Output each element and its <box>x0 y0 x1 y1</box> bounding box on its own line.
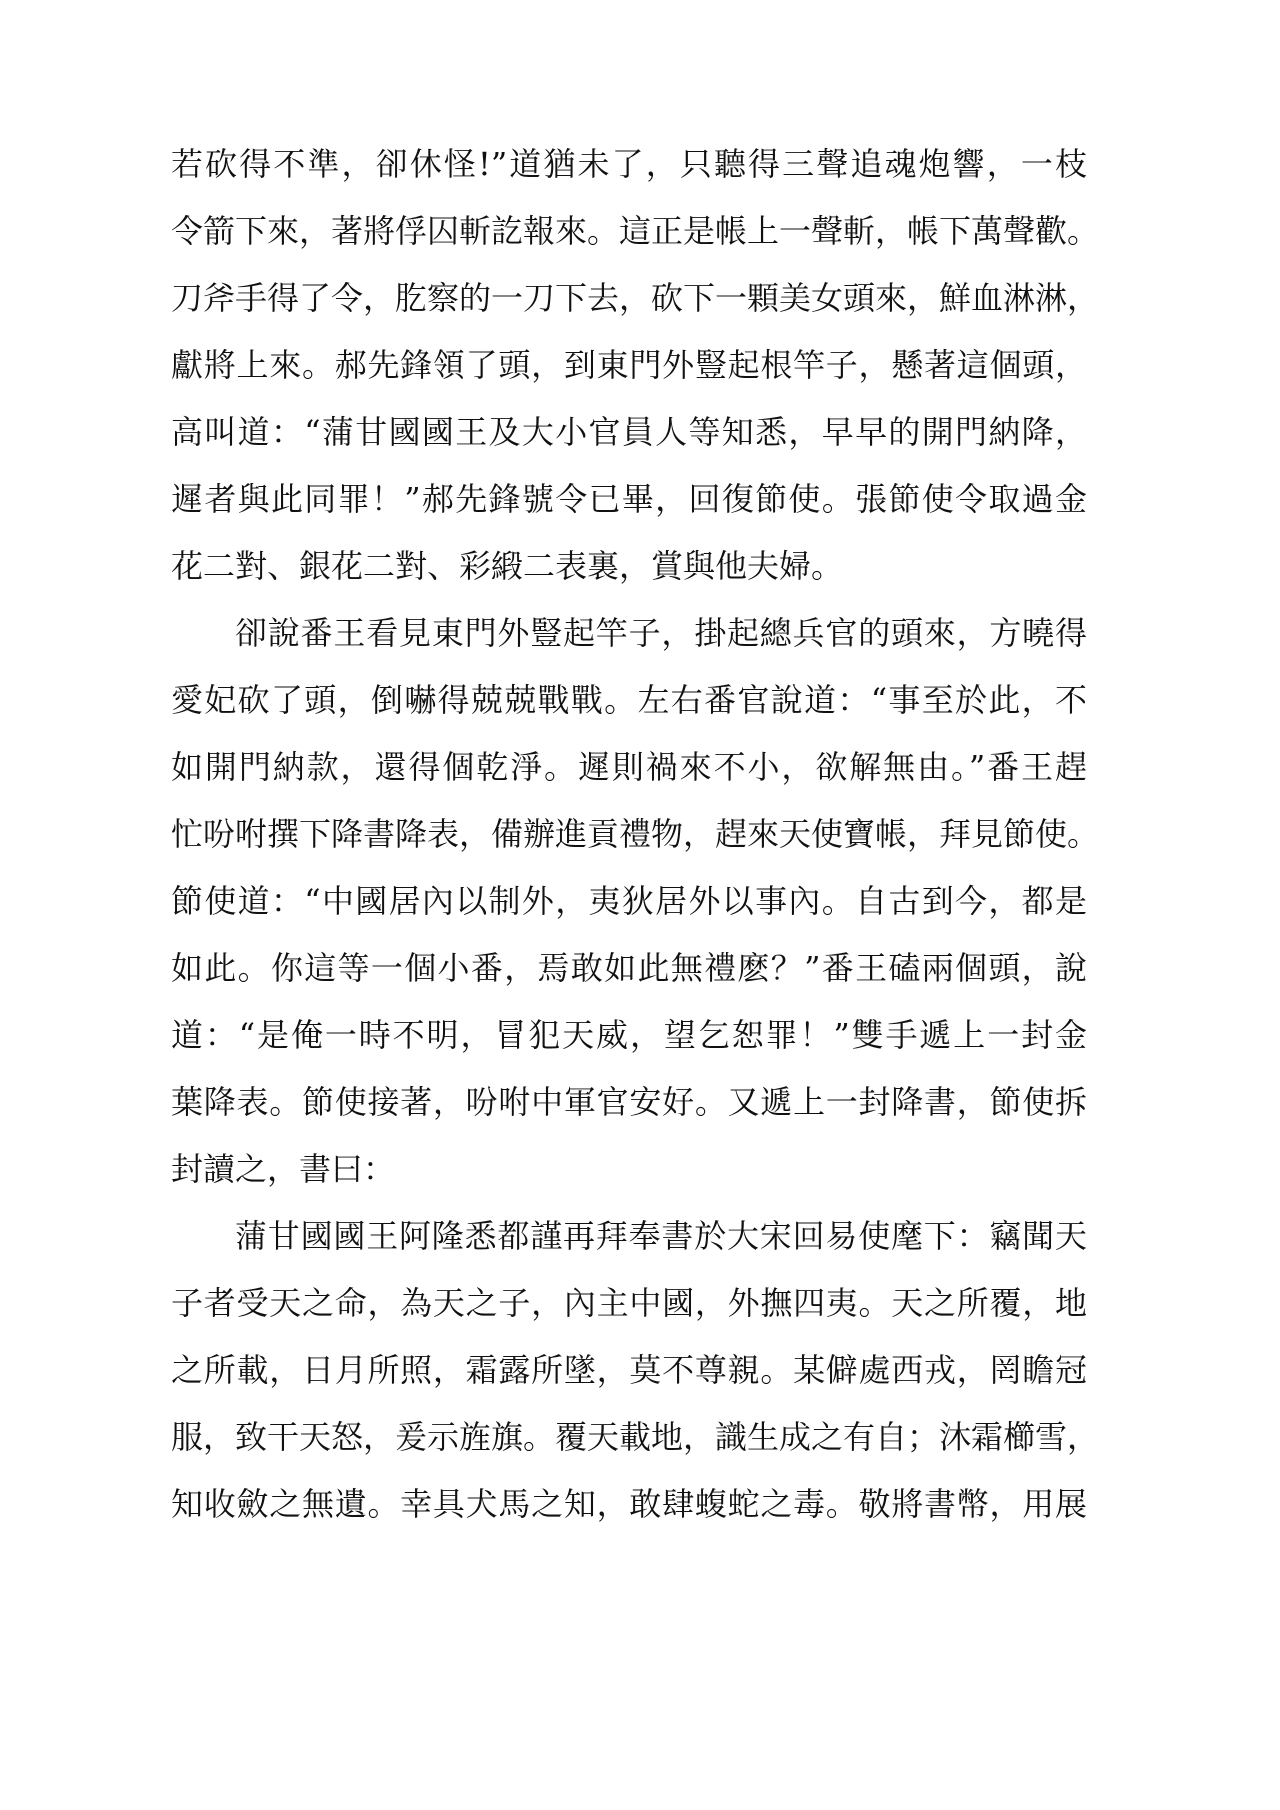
text-line: 花二對、銀花二對、彩緞二表裏，賞與他夫婦。 <box>171 547 844 585</box>
text-line: 如開門納款，還得個乾淨。遲則禍來不小，欲解無由。”番王趕 <box>171 748 1087 786</box>
text-block <box>171 131 1100 1538</box>
text-line: 之所載，日月所照，霜露所墜，莫不尊親。某僻處西戎，罔瞻冠 <box>171 1351 1087 1389</box>
text-line: 忙吩咐撰下降書降表，備辦進貢禮物，趕來天使寶帳，拜見節使。 <box>171 815 1100 853</box>
text-line: 道：“是俺一時不明，冒犯天威，望乞恕罪！”雙手遞上一封金 <box>171 1016 1087 1054</box>
text-line: 獻將上來。郝先鋒領了頭，到東門外豎起根竿子，懸著這個頭， <box>171 346 1087 384</box>
text-line: 如此。你這等一個小番，焉敢如此無禮麽？”番王磕兩個頭，說 <box>171 949 1087 987</box>
text-line: 若砍得不準，卻休怪!”道猶未了，只聽得三聲追魂炮響，一枝 <box>171 145 1087 183</box>
text-line: 卻說番王看見東門外豎起竿子，掛起總兵官的頭來，方曉得 <box>235 614 1087 652</box>
text-line: 高叫道：“蒲甘國國王及大小官員人等知悉，早早的開門納降， <box>171 413 1087 451</box>
text-line: 知收斂之無遺。幸具犬馬之知，敢肆蝮蛇之毒。敬將書幣，用展 <box>171 1485 1087 1523</box>
text-line: 子者受天之命，為天之子，內主中國，外撫四夷。天之所覆，地 <box>171 1284 1087 1322</box>
text-line: 節使道：“中國居內以制外，夷狄居外以事內。自古到今，都是 <box>171 882 1087 920</box>
text-line: 刀斧手得了令，肐察的一刀下去，砍下一顆美女頭來，鮮血淋淋， <box>171 279 1100 317</box>
text-line: 蒲甘國國王阿隆悉都謹再拜奉書於大宋回易使麾下：竊聞天 <box>235 1217 1087 1255</box>
text-line: 令箭下來，著將俘囚斬訖報來。這正是帳上一聲斬，帳下萬聲歡。 <box>171 212 1100 250</box>
text-line: 遲者與此同罪！”郝先鋒號令已畢，回復節使。張節使令取過金 <box>171 480 1087 518</box>
text-line: 服，致干天怒，爰示旌旗。覆天載地，識生成之有自；沐霜櫛雪， <box>171 1418 1100 1456</box>
text-line: 封讀之，書曰： <box>171 1150 396 1188</box>
text-line: 愛妃砍了頭，倒嚇得兢兢戰戰。左右番官說道：“事至於此，不 <box>171 681 1087 719</box>
text-line: 葉降表。節使接著，吩咐中軍官安好。又遞上一封降書，節使拆 <box>171 1083 1087 1121</box>
